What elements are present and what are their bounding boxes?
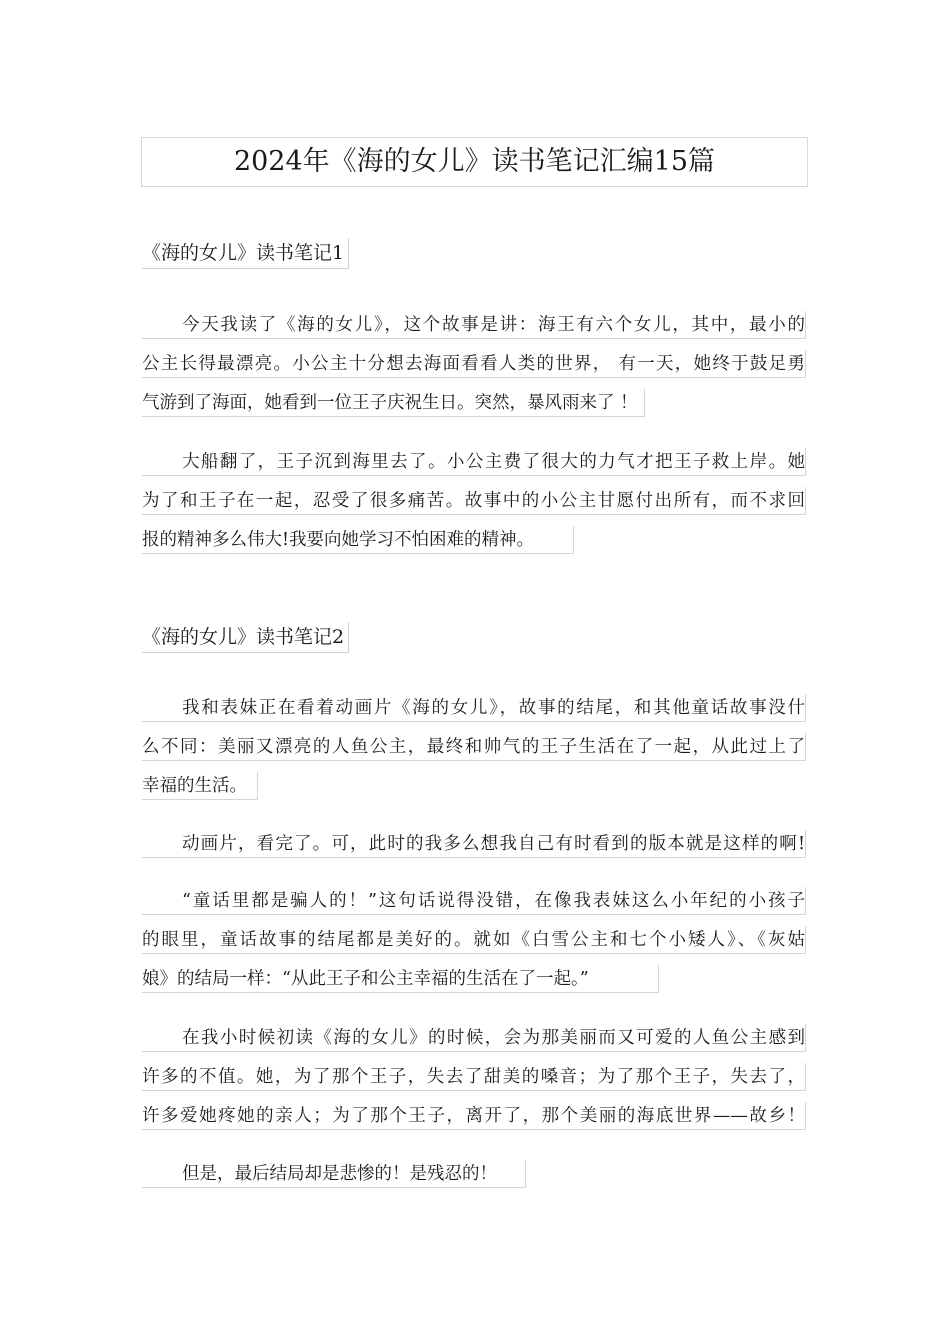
- paragraph-2-5: [142, 1160, 806, 1203]
- section-heading-1: 《海的女儿》读书笔记1: [142, 238, 349, 269]
- text-line: 么不同：美丽又漂亮的人鱼公主，最终和帅气的王子生活在了一起，从此过上了: [142, 733, 806, 761]
- text-line: 的眼里，童话故事的结尾都是美好的。就如《白雪公主和七个小矮人》、《灰姑: [142, 926, 806, 954]
- text-line: 我和表妹正在看着动画片《海的女儿》，故事的结尾，和其他童话故事没什: [142, 694, 806, 722]
- text-line: 许多爱她疼她的亲人；为了那个王子，离开了，那个美丽的海底世界——故乡！: [142, 1102, 806, 1130]
- text-line: 为了和王子在一起，忍受了很多痛苦。故事中的小公主甘愿付出所有，而不求回: [142, 487, 806, 515]
- document-title: 2024年《海的女儿》读书笔记汇编15篇: [141, 137, 808, 187]
- paragraph-1-1: [142, 311, 806, 432]
- text-line: 公主长得最漂亮。小公主十分想去海面看看人类的世界， 有一天，她终于鼓足勇: [142, 350, 806, 378]
- text-line: 在我小时候初读《海的女儿》的时候，会为那美丽而又可爱的人鱼公主感到: [142, 1024, 806, 1052]
- text-line: 娘》的结局一样：“从此王子和公主幸福的生活在了一起。”: [142, 965, 659, 993]
- paragraph-2-2: [142, 830, 806, 869]
- paragraph-2-4: [142, 1024, 806, 1141]
- paragraph-2-1: [142, 694, 806, 815]
- text-line: 幸福的生活。: [142, 772, 258, 800]
- text-line: 许多的不值。她，为了那个王子，失去了甜美的嗓音；为了那个王子，失去了，: [142, 1063, 806, 1091]
- text-line: 动画片，看完了。可，此时的我多么想我自己有时看到的版本就是这样的啊!: [142, 830, 806, 858]
- text-line: 但是，最后结局却是悲惨的！是残忍的！: [142, 1160, 526, 1188]
- text-line: 气游到了海面，她看到一位王子庆祝生日。突然，暴风雨来了 ！: [142, 389, 645, 417]
- text-line: 大船翻了，王子沉到海里去了。小公主费了很大的力气才把王子救上岸。她: [142, 448, 806, 476]
- paragraph-1-2: [142, 448, 806, 569]
- text-line: “童话里都是骗人的！”这句话说得没错，在像我表妹这么小年纪的小孩子: [142, 887, 806, 915]
- section-heading-2: 《海的女儿》读书笔记2: [142, 622, 349, 653]
- text-line: 报的精神多么伟大!我要向她学习不怕困难的精神。: [142, 526, 574, 554]
- text-line: 今天我读了《海的女儿》，这个故事是讲：海王有六个女儿，其中，最小的: [142, 311, 806, 339]
- paragraph-2-3: [142, 887, 806, 1008]
